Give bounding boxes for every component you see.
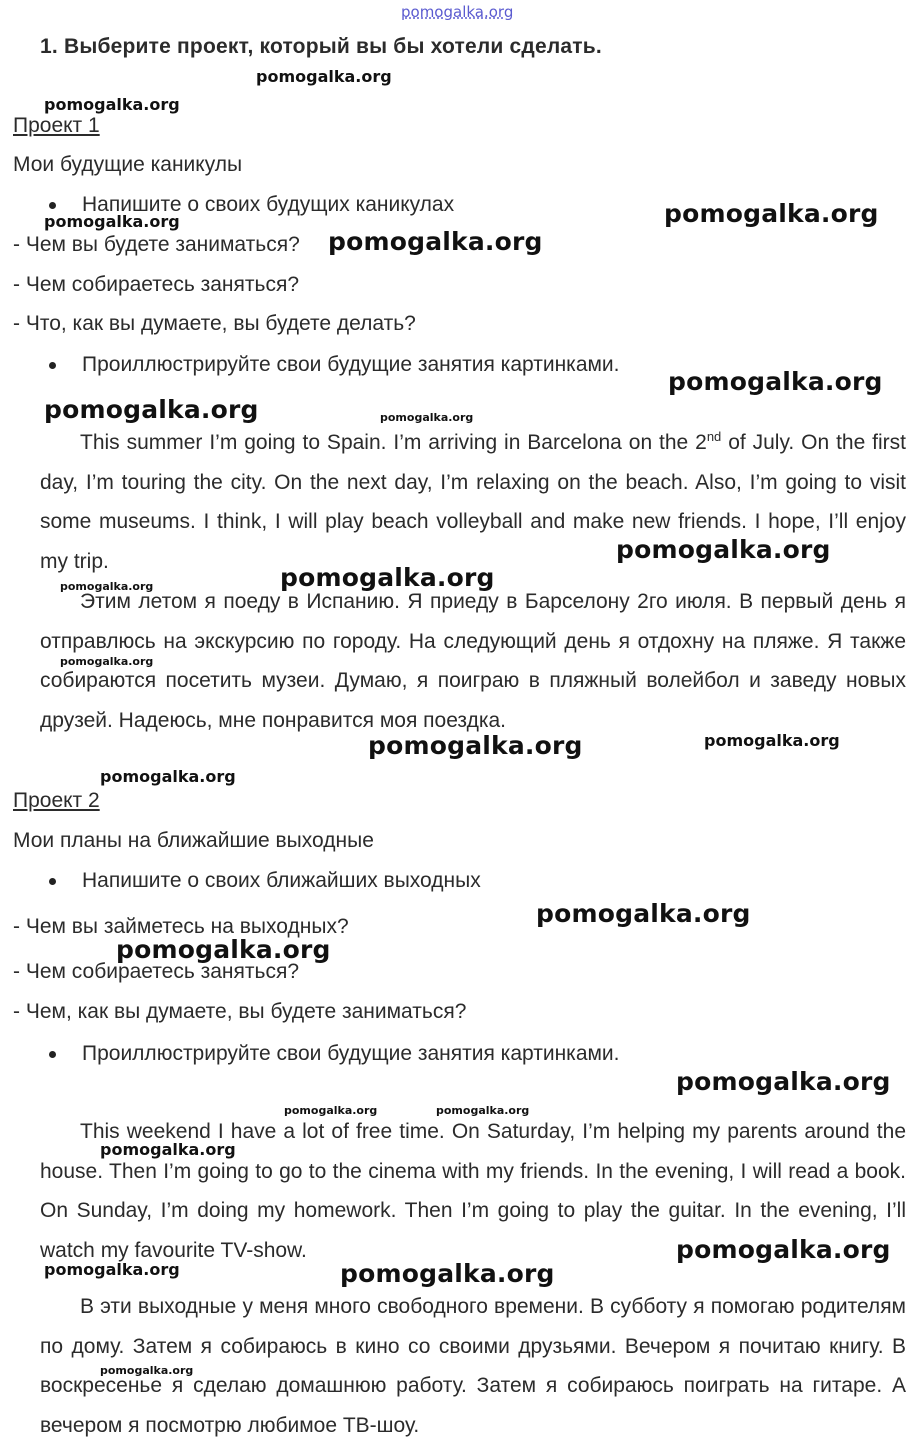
watermark: pomogalka.org — [368, 731, 583, 760]
watermark: pomogalka.org — [616, 535, 831, 564]
watermark: pomogalka.org — [60, 580, 154, 593]
project2-russian-text: В эти выходные у меня много свободного времени. В субботу я помогаю родителям по дому. Затем я собираюсь в кино со своими друзьями. Вечером я почитаю книгу. В воскресенье я сделаю домашнюю работу. Затем я собираюсь поиграть на гитаре. А вечером я посмотрю любимое ТВ-шоу. — [40, 1295, 906, 1437]
project2-title: Проект 2 — [13, 789, 100, 812]
project1-english-ordinal: nd — [706, 429, 722, 444]
watermark: pomogalka.org — [100, 767, 236, 786]
project1-russian-text: Этим летом я поеду в Испанию. Я приеду в Барселону 2го июля. В первый день я отправлюсь на экскурсию по городу. На следующий день я отдохну на пляже. Я также собираются посетить музеи. Думаю, я поиграю в пляжный волейбол и заведу новых друзей. Надеюсь, мне понравится моя поездка. — [40, 590, 906, 732]
top-watermark-link[interactable]: pomogalka.org — [401, 3, 514, 21]
watermark: pomogalka.org — [116, 935, 331, 964]
watermark: pomogalka.org — [60, 655, 154, 668]
project2-bullet-write: Напишите о своих ближайших выходных — [82, 869, 481, 892]
watermark: pomogalka.org — [100, 1364, 194, 1377]
project2-subtitle: Мои планы на ближайшие выходные — [13, 829, 374, 852]
project1-bullet-write: Напишите о своих будущих каникулах — [82, 193, 455, 216]
watermark: pomogalka.org — [256, 67, 392, 86]
watermark: pomogalka.org — [668, 367, 883, 396]
project2-english-text: This weekend I have a lot of free time. On Saturday, I’m helping my parents around the house. Then I’m going to go to the cinema with my friends. In the evening, I will read a book. On Sunday, I’m doing my homework. Then I’m going to play the guitar. In the evening, I’ll watch my favourite TV-show. — [40, 1120, 906, 1262]
project2-bullet-illustrate: Проиллюстрируйте свои будущие занятия картинками. — [82, 1042, 620, 1065]
watermark: pomogalka.org — [340, 1259, 555, 1288]
project2-question-2: - Чем собираетесь заняться? — [13, 960, 300, 983]
project1-english-part1: This summer I’m going to Spain. I’m arriving in Barcelona on the 2 — [80, 431, 707, 454]
project1-question-2: - Чем собираетесь заняться? — [13, 273, 300, 296]
project1-subtitle: Мои будущие каникулы — [13, 153, 243, 176]
project2-question-3: - Чем, как вы думаете, вы будете заниматься? — [13, 1000, 467, 1023]
project1-bullet-illustrate: Проиллюстрируйте свои будущие занятия картинками. — [82, 353, 620, 376]
project1-title: Проект 1 — [13, 114, 100, 137]
project1-question-1: - Чем вы будете заниматься? — [13, 233, 300, 256]
watermark: pomogalka.org — [44, 95, 180, 114]
watermark: pomogalka.org — [284, 1104, 378, 1117]
project1-english-part2: of July. On the first day, I’m touring the city. On the next day, I’m relaxing on the beach. Also, I’m going to visit some museums. I think, I will play beach volleyball and make new friends. I hope, I’ll enjoy my trip. — [40, 431, 907, 573]
watermark: pomogalka.org — [328, 227, 543, 256]
watermark: pomogalka.org — [536, 899, 751, 928]
task-heading: 1. Выберите проект, который вы бы хотели сделать. — [40, 35, 602, 58]
watermark: pomogalka.org — [436, 1104, 530, 1117]
watermark: pomogalka.org — [44, 1260, 180, 1279]
project2-question-1: - Чем вы займетесь на выходных? — [13, 915, 349, 938]
watermark: pomogalka.org — [676, 1235, 891, 1264]
project1-question-3: - Что, как вы думаете, вы будете делать? — [13, 312, 416, 335]
watermark: pomogalka.org — [664, 199, 879, 228]
watermark: pomogalka.org — [44, 395, 259, 424]
watermark: pomogalka.org — [100, 1140, 236, 1159]
watermark: pomogalka.org — [280, 563, 495, 592]
watermark: pomogalka.org — [704, 731, 840, 750]
watermark: pomogalka.org — [380, 411, 474, 424]
watermark: pomogalka.org — [44, 212, 180, 231]
watermark: pomogalka.org — [676, 1067, 891, 1096]
